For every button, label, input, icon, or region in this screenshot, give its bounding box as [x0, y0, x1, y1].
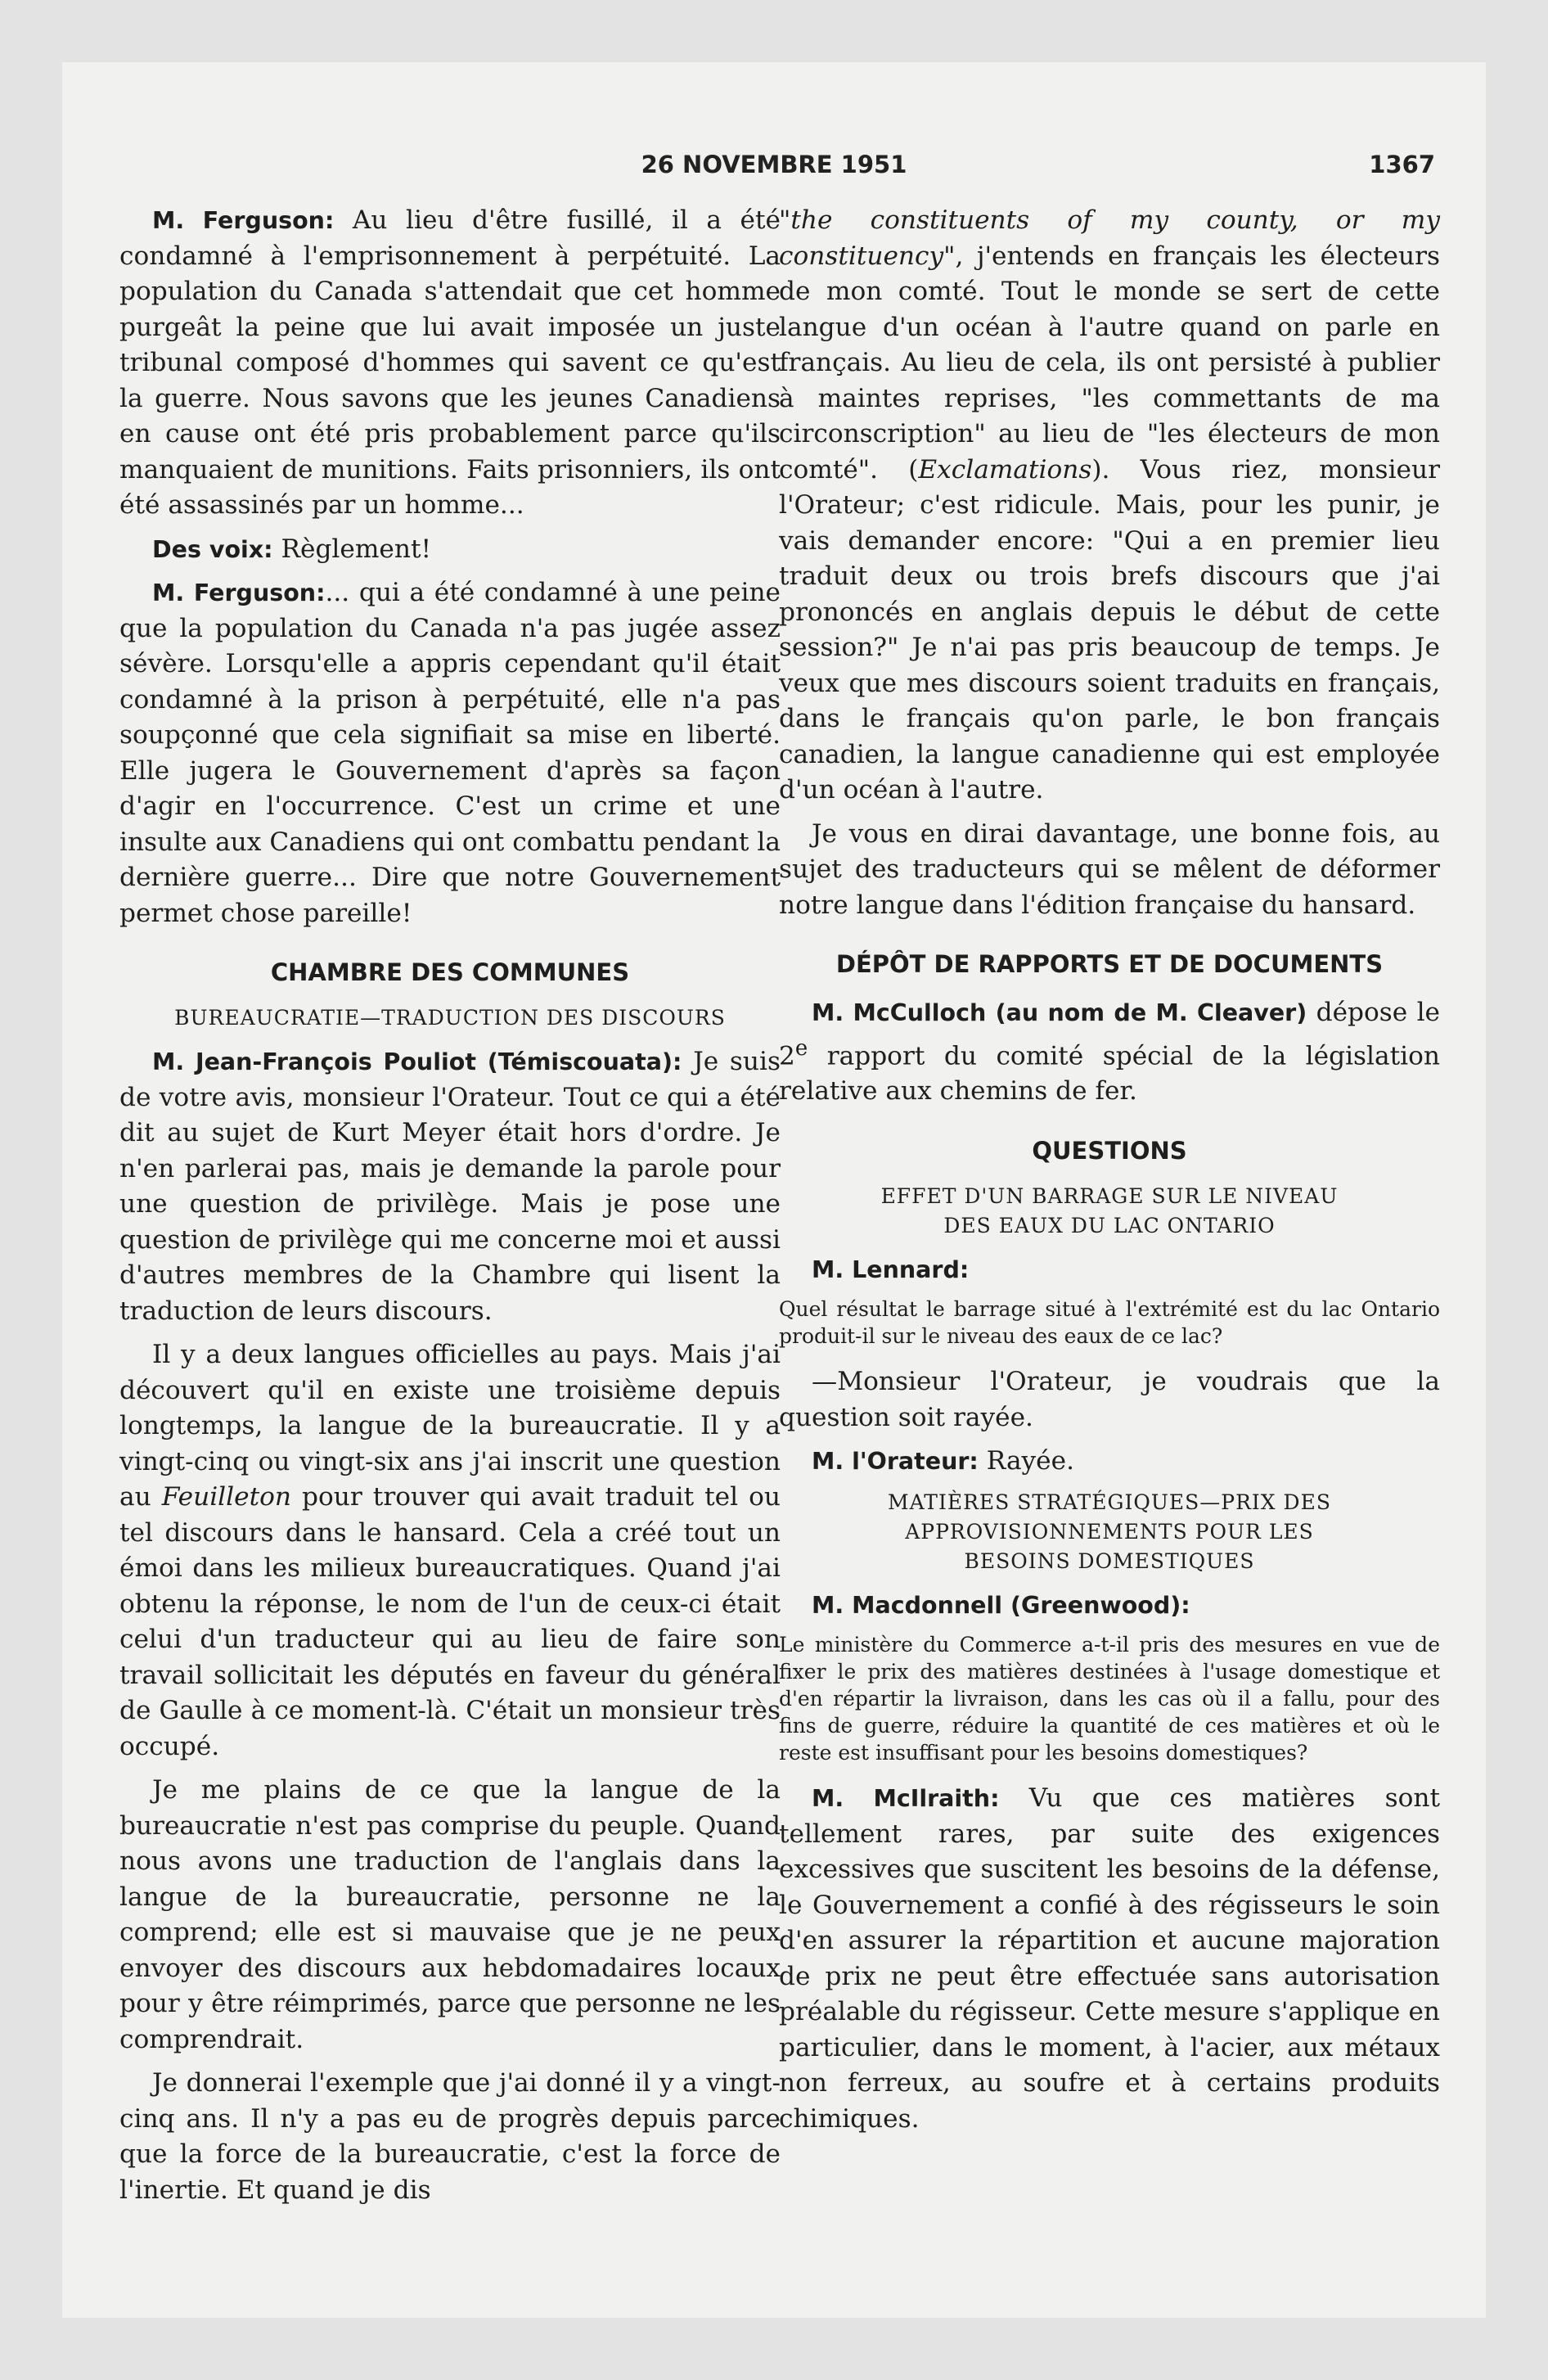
italic-text: Feuilleton	[161, 1482, 291, 1512]
speech-text: Règlement!	[272, 534, 432, 564]
right-column	[779, 203, 1440, 2145]
speech-text: dépose le 2	[779, 998, 1441, 1071]
paragraph: Je me plains de ce que la langue de la bureaucratie n'est pas comprise du peuple. Quand nous avons une traduction de l'anglais dans la langue de la bureaucratie, personne ne la comprend; elle est si mauvaise que je ne peux envoyer des discours aux hebdomadaires locaux pour y être réimprimés, parce que personne ne les comprendrait.	[119, 1775, 781, 2054]
section-heading: QUESTIONS	[1032, 1136, 1187, 1165]
speech-text: Je suis de votre avis, monsieur l'Orateur. Tout ce qui a été dit au sujet de Kurt Meyer était hors d'ordre. Je n'en parlerai pas, mais je demande la parole pour une question de privilège. Mais je pose une question de privilège qui me concerne moi et aussi d'autres membres de la Chambre qui lisent la traduction de leurs discours.	[119, 1047, 781, 1326]
paragraph	[779, 995, 1440, 1110]
paragraph: Je vous en dirai davantage, une bonne fois, au sujet des traducteurs qui se mêlent de déformer notre langue dans l'édition française du hansard.	[779, 818, 1440, 920]
speaker: M. McCulloch (au nom de M. Cleaver)	[812, 999, 1307, 1026]
speaker: M. Jean-François Pouliot (Témiscouata):	[152, 1048, 682, 1075]
speaker: M. Macdonnell (Greenwood):	[812, 1591, 1190, 1619]
paragraph: Je donnerai l'exemple que j'ai donné il y a vingt-cinq ans. Il n'y a pas eu de progrès depuis parce que la force de la bureaucratie, c'est la force de l'inertie. Et quand je dis	[119, 2068, 781, 2205]
speech-text: Rayée.	[978, 1446, 1074, 1476]
paragraph	[119, 532, 781, 568]
subsection-heading: BUREAUCRATIE—TRADUCTION DES DISCOURS	[174, 1006, 726, 1030]
subhead-line: BESOINS DOMESTIQUES	[964, 1548, 1255, 1573]
subhead-line: DES EAUX DU LAC ONTARIO	[943, 1213, 1276, 1237]
paragraph	[779, 1588, 1440, 1624]
italic-text: "the constituents of my county, or my constituency"	[779, 205, 1440, 271]
paragraph	[779, 1781, 1440, 2137]
document-page	[62, 62, 1486, 2318]
paragraph	[779, 1444, 1440, 1480]
speaker: Des voix:	[152, 535, 273, 563]
italic-text: Exclamations	[918, 454, 1092, 485]
left-column	[119, 203, 781, 2216]
subhead-line: MATIÈRES STRATÉGIQUES—PRIX DES	[888, 1490, 1331, 1514]
subhead-line: APPROVISIONNEMENTS POUR LES	[905, 1519, 1314, 1544]
section-heading: CHAMBRE DES COMMUNES	[270, 958, 630, 986]
paragraph	[779, 1252, 1440, 1288]
subsection-heading	[779, 1488, 1440, 1576]
speaker: M. Ferguson:	[152, 207, 335, 234]
paragraph	[119, 575, 781, 931]
subhead-line: EFFET D'UN BARRAGE SUR LE NIVEAU	[880, 1183, 1339, 1208]
page-header	[62, 151, 1486, 200]
speaker: M. McIlraith:	[812, 1785, 1000, 1813]
section-heading: DÉPÔT DE RAPPORTS ET DE DOCUMENTS	[835, 950, 1384, 978]
question-text: Quel résultat le barrage situé à l'extrémité est du lac Ontario produit-il sur le niveau des eaux de ce lac?	[779, 1297, 1440, 1349]
paragraph	[119, 1337, 781, 1765]
page-number: 1367	[1369, 151, 1435, 178]
paragraph	[119, 1044, 781, 1329]
subsection-heading	[779, 1182, 1440, 1241]
speech-text: , j'entends en français les électeurs de mon comté. Tout le monde se sert de cette langue d'un océan à l'autre quand on parle en français. Au lieu de cela, ils ont persisté à publier à maintes reprises, "les commettants de ma circonscription" au lieu de "les électeurs de mon comté". (	[779, 241, 1440, 485]
speech-text: Il y a deux langues officielles au pays. Mais j'ai découvert qu'il en existe une troisième depuis longtemps, la langue de la bureaucratie. Il y a vingt-cinq ou vingt-six ans j'ai inscrit une question au	[119, 1340, 781, 1512]
speech-text: pour trouver qui avait traduit tel ou tel discours dans le hansard. Cela a créé tout un émoi dans les milieux bureaucratiques. Quand j'ai obtenu la réponse, le nom de l'un de ceux-ci était celui d'un traducteur qui au lieu de faire son travail sollicitait les députés en faveur du général de Gaulle à ce moment-là. C'était un monsieur très occupé.	[119, 1482, 781, 1761]
speech-text: Au lieu d'être fusillé, il a été condamné à l'emprisonnement à perpétuité. La population du Canada s'attendait que cet homme purgeât la peine que lui avait imposée un juste tribunal composé d'hommes qui savent ce qu'est la guerre. Nous savons que les jeunes Canadiens en cause ont été pris probablement parce qu'ils manquaient de munitions. Faits prisonniers, ils ont été assassinés par un homme...	[119, 205, 781, 520]
speaker: M. l'Orateur:	[812, 1448, 979, 1476]
paragraph	[779, 203, 1440, 809]
speaker: M. Ferguson:	[152, 579, 326, 606]
speaker: M. Lennard:	[812, 1255, 970, 1283]
paragraph: —Monsieur l'Orateur, je voudrais que la question soit rayée.	[779, 1367, 1440, 1432]
speech-text: Vu que ces matières sont tellement rares, par suite des exigences excessives que suscitent les besoins de la défense, le Gouvernement a confié à des régisseurs le soin d'en assurer la répartition et aucune majoration de prix ne peut être effectuée sans autorisation préalable du régisseur. Cette mesure s'applique en particulier, dans le moment, à l'acier, aux métaux non ferreux, au soufre et à certains produits chimiques.	[779, 1783, 1440, 2134]
question-text: Le ministère du Commerce a-t-il pris des mesures en vue de fixer le prix des matières destinées à l'usage domestique et d'en répartir la livraison, dans les cas où il a fallu, pour des fins de guerre, réduire la quantité de ces matières et où le reste est insuffisant pour les besoins domestiques?	[779, 1633, 1440, 1765]
paragraph	[119, 203, 781, 524]
superscript: e	[794, 1035, 808, 1061]
speech-text: rapport du comité spécial de la législation relative aux chemins de fer.	[779, 1040, 1440, 1107]
speech-text: ... qui a été condamné à une peine que la population du Canada n'a pas jugée assez sévère. Lorsqu'elle a appris cependant qu'il était condamné à la prison à perpétuité, elle n'a pas soupçonné que cela signifiait sa mise en liberté. Elle jugera le Gouvernement d'après sa façon d'agir en l'occurrence. C'est un crime et une insulte aux Canadiens qui ont combattu pendant la dernière guerre... Dire que notre Gouvernement permet chose pareille!	[119, 578, 781, 928]
speech-text: ). Vous riez, monsieur l'Orateur; c'est ridicule. Mais, pour les punir, je vais demander encore: "Qui a en premier lieu traduit deux ou trois brefs discours que j'ai prononcés en anglais depuis le début de cette session?" Je n'ai pas pris beaucoup de temps. Je veux que mes discours soient traduits en français, dans le français qu'on parle, le bon français canadien, la langue canadienne qui est employée d'un océan à l'autre.	[779, 454, 1440, 805]
header-date: 26 NOVEMBRE 1951	[641, 151, 907, 178]
